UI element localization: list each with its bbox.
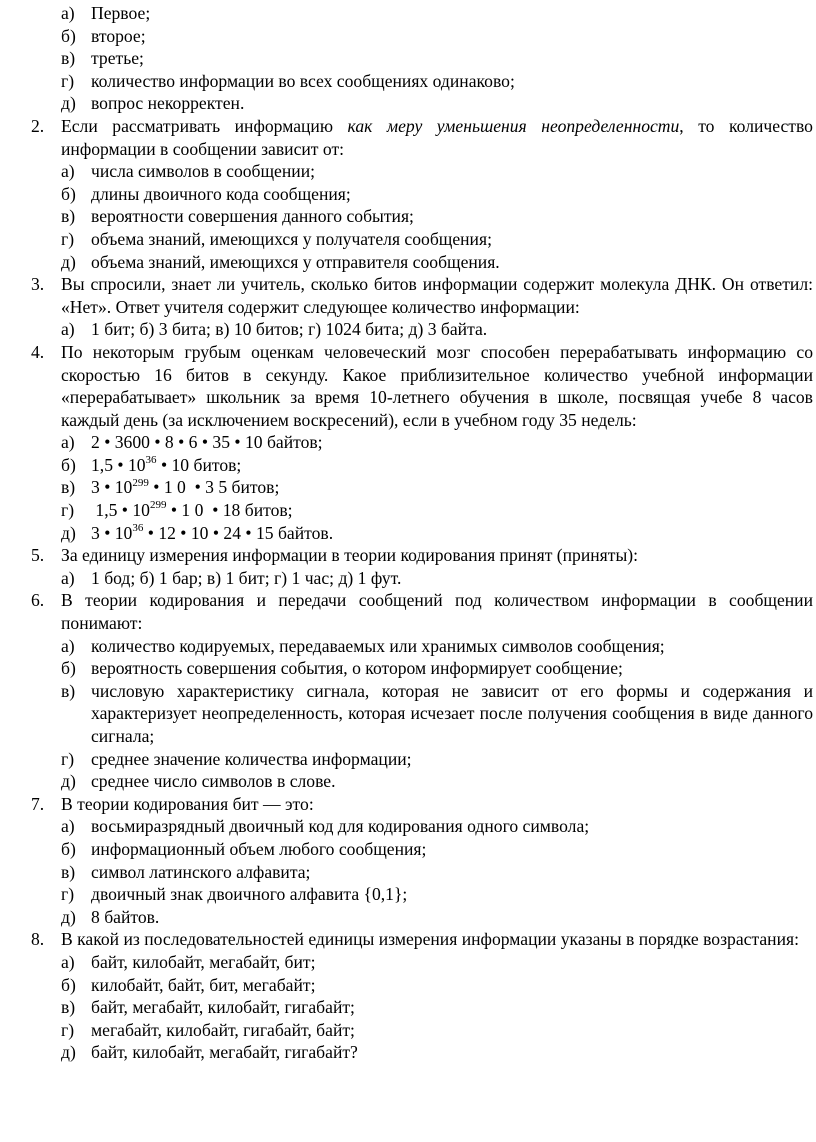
option-label: д) [61, 906, 76, 927]
q4-option [61, 431, 813, 454]
formula-part: 3 • 10 [91, 477, 133, 498]
option-label: д) [61, 522, 76, 543]
option-text: среднее значение количества информации; [91, 748, 412, 769]
q7-option [61, 815, 813, 838]
q8-option [61, 974, 813, 997]
q1-option [61, 92, 813, 115]
option-text: вероятности совершения данного события; [91, 206, 414, 227]
exponent: 36 [145, 454, 157, 467]
option-label: а) [61, 635, 75, 656]
option-label: а) [61, 816, 75, 837]
q6-option [61, 680, 813, 748]
q8-option [61, 1019, 813, 1042]
q2-option [61, 183, 813, 206]
q3-options-line [61, 318, 813, 341]
question-6 [31, 589, 813, 792]
q7-option [61, 883, 813, 906]
option-text: байт, килобайт, мегабайт, бит; [91, 951, 316, 972]
formula-part: • 1 0 • 3 5 битов; [148, 477, 280, 498]
question-number: 6. [31, 590, 45, 611]
option-text: 1 бод; б) 1 бар; в) 1 бит; г) 1 час; д) 1 фут. [91, 567, 402, 588]
option-label: д) [61, 251, 76, 272]
option-text: двоичный знак двоичного алфавита {0,1}; [91, 884, 408, 905]
option-text: числовую характеристику сигнала, которая не зависит от его формы и содержания и характеризует неопределенность, которая исчезает после получения сообщения в виде данного сигнала; [91, 680, 813, 746]
option-text: числа символов в сообщении; [91, 161, 316, 182]
question-text [61, 115, 813, 160]
option-label: б) [61, 25, 76, 46]
q6-option [61, 770, 813, 793]
option-label: в) [61, 680, 76, 701]
option-label: д) [61, 771, 76, 792]
option-text [91, 431, 813, 454]
option-label: а) [61, 319, 75, 340]
q4-option [61, 454, 813, 477]
question-5 [31, 544, 813, 589]
q2-option [61, 160, 813, 183]
q1-option [61, 25, 813, 48]
q8-option [61, 1041, 813, 1064]
q4-option [61, 499, 813, 522]
option-label: б) [61, 454, 76, 475]
option-label: в) [61, 861, 76, 882]
q7-option [61, 906, 813, 929]
question-7 [31, 793, 813, 929]
formula-part: 2 • 3600 • 8 • 6 • 35 • 10 байтов; [91, 432, 323, 453]
question-text: В теории кодирования и передачи сообщений под количеством информации в сообщении понимают: [61, 590, 813, 634]
option-label: а) [61, 567, 75, 588]
option-text: 8 байтов. [91, 906, 160, 927]
question-number: 3. [31, 274, 45, 295]
option-label: д) [61, 1042, 76, 1063]
question-text: За единицу измерения информации в теории кодирования принят (приняты): [61, 545, 639, 566]
question-3 [31, 273, 813, 341]
option-text: килобайт, байт, бит, мегабайт; [91, 974, 316, 995]
q6-option [61, 748, 813, 771]
option-label: б) [61, 974, 76, 995]
option-label: а) [61, 951, 75, 972]
option-text [91, 522, 813, 545]
question-text: Вы спросили, знает ли учитель, сколько битов информации содержит молекула ДНК. Он ответил: «Нет». Ответ учителя содержит следующее количество информации: [61, 274, 813, 317]
q1-option [61, 47, 813, 70]
q2-option [61, 251, 813, 274]
formula-part: • 1 0 • 18 битов; [166, 500, 293, 521]
option-label: г) [61, 70, 75, 91]
q2-option [61, 228, 813, 251]
question-text-part: , то количество информации в сообщении зависит от: [61, 115, 813, 159]
q4-option [61, 476, 813, 499]
option-text: байт, мегабайт, килобайт, гигабайт; [91, 997, 355, 1018]
formula-part: • 10 битов; [156, 454, 242, 475]
q7-option [61, 838, 813, 861]
option-text: информационный объем любого сообщения; [91, 838, 427, 859]
formula-part: 1,5 • 10 [91, 454, 146, 475]
question-4 [31, 341, 813, 544]
option-label: в) [61, 477, 76, 498]
question-2 [31, 115, 813, 273]
question-number: 7. [31, 793, 45, 814]
q6-option [61, 635, 813, 658]
q2-option [61, 205, 813, 228]
option-text: объема знаний, имеющихся у отправителя сообщения. [91, 251, 500, 272]
question-number: 4. [31, 341, 45, 362]
option-text: символ латинского алфавита; [91, 861, 311, 882]
question-text: По некоторым грубым оценкам человеческий мозг способен перерабатывать информацию со скоростью 16 битов в секунду. Какое приблизительное количество учебной информации «перерабатывает» школьник за время 10-летнего обучения в школе, посвящая учебе 8 часов каждый день (за исключением воскресений), если в учебном году 35 недель: [61, 341, 813, 430]
formula-part: 3 • 10 [91, 522, 133, 543]
option-label: г) [61, 884, 75, 905]
option-text: количество информации во всех сообщениях одинаково; [91, 70, 515, 91]
option-label: б) [61, 838, 76, 859]
q8-option [61, 996, 813, 1019]
q1-options [31, 2, 813, 115]
option-text: мегабайт, килобайт, гигабайт, байт; [91, 1019, 355, 1040]
formula-part: 1,5 • 10 [91, 500, 150, 521]
option-label: в) [61, 48, 76, 69]
option-text: вопрос некорректен. [91, 93, 245, 114]
option-text [91, 454, 813, 477]
option-text: 1 бит; б) 3 бита; в) 10 битов; г) 1024 бита; д) 3 байта. [91, 319, 488, 340]
question-text-part: Если рассматривать информацию [61, 115, 348, 136]
option-label: в) [61, 997, 76, 1018]
option-label: а) [61, 432, 75, 453]
q5-options-line [61, 567, 813, 590]
question-text: В какой из последовательностей единицы измерения информации указаны в порядке возрастания: [61, 929, 799, 950]
formula-part: • 12 • 10 • 24 • 15 байтов. [143, 522, 334, 543]
q1-option [61, 2, 813, 25]
option-text [91, 476, 813, 499]
option-label: г) [61, 1019, 75, 1040]
question-number: 8. [31, 929, 45, 950]
question-text: В теории кодирования бит — это: [61, 793, 314, 814]
question-8 [31, 928, 813, 1064]
option-label: г) [61, 228, 75, 249]
exponent: 36 [132, 521, 144, 534]
question-number: 5. [31, 545, 45, 566]
question-text-italic: как меру уменьшения неопределенности [347, 115, 680, 136]
option-text: объема знаний, имеющихся у получателя сообщения; [91, 228, 492, 249]
option-text: второе; [91, 25, 146, 46]
exponent: 299 [149, 499, 167, 512]
option-label: г) [61, 748, 75, 769]
option-text: количество кодируемых, передаваемых или хранимых символов сообщения; [91, 635, 665, 656]
q7-option [61, 861, 813, 884]
option-text [91, 499, 813, 522]
option-label: д) [61, 93, 76, 114]
q8-option [61, 951, 813, 974]
option-label: г) [61, 500, 75, 521]
exponent: 299 [132, 476, 149, 489]
option-label: а) [61, 161, 75, 182]
option-text: длины двоичного кода сообщения; [91, 183, 351, 204]
option-text: вероятность совершения события, о котором информирует сообщение; [91, 658, 623, 679]
option-text: Первое; [91, 3, 151, 23]
option-text: байт, килобайт, мегабайт, гигабайт? [91, 1042, 358, 1063]
option-label: б) [61, 658, 76, 679]
option-label: а) [61, 3, 75, 23]
option-text: среднее число символов в слове. [91, 771, 336, 792]
q1-option [61, 70, 813, 93]
q4-option [61, 522, 813, 545]
option-text: восьмиразрядный двоичный код для кодирования одного символа; [91, 816, 590, 837]
question-number: 2. [31, 115, 45, 136]
option-label: в) [61, 206, 76, 227]
option-label: б) [61, 183, 76, 204]
q6-option [61, 657, 813, 680]
option-text: третье; [91, 48, 144, 69]
